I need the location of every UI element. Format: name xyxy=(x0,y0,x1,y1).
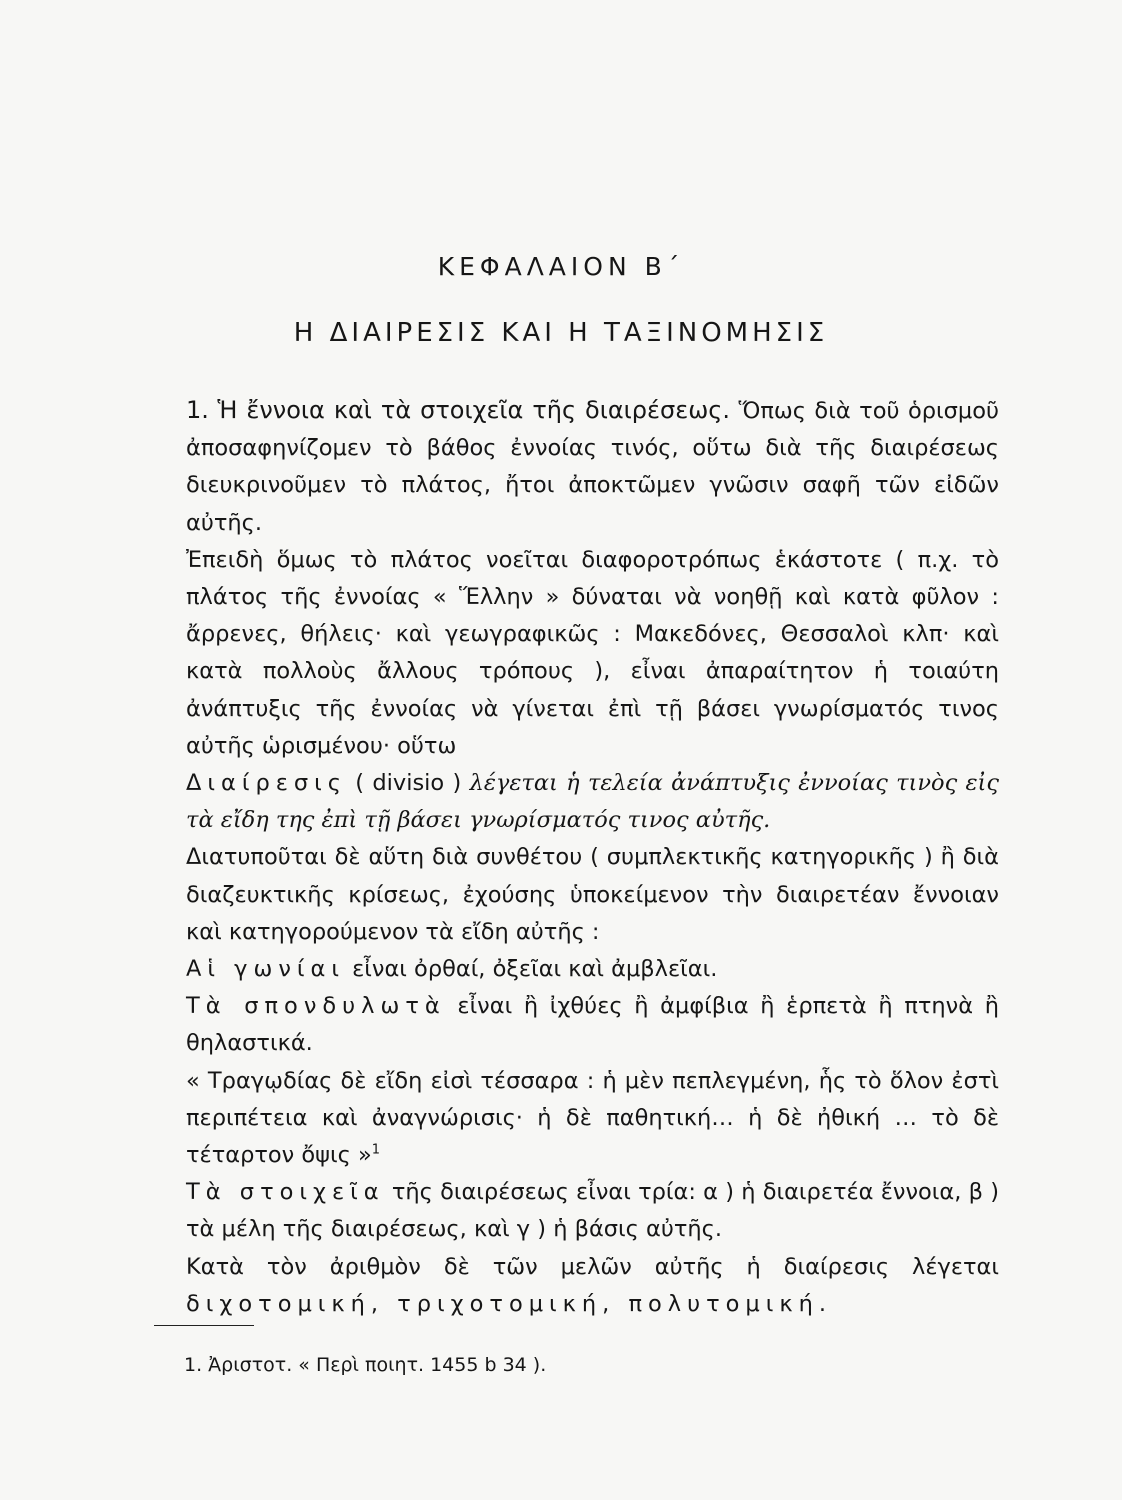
chapter-heading: ΚΕΦΑΛΑΙΟΝ Β΄ xyxy=(437,252,685,281)
definition-paragraph xyxy=(154,765,999,839)
example-1-text: εἶναι ὀρθαί, ὀξεῖαι καὶ ἀμβλεῖαι. xyxy=(352,956,718,983)
main-text xyxy=(154,392,999,1323)
last-terms: διχοτομική, τριχοτομική, πολυτομική. xyxy=(186,1290,833,1317)
definition-text: λέγεται ἡ τελεία ἀνάπτυξις ἐννοίας τινὸς εἰς τὰ εἴδη της ἐπὶ τῇ βάσει γνωρίσματός τινος αὐτῆς. xyxy=(186,770,999,834)
section-1-paragraph xyxy=(154,392,999,542)
elements-text: τῆς διαιρέσεως εἶναι τρία: α ) ἡ διαιρετέα ἔννοια, β ) τὰ μέλη τῆς διαιρέσεως, καὶ γ ) ἡ βάσις αὐτῆς. xyxy=(186,1179,1000,1243)
example-2-term: Τὰ σπονδυλωτὰ xyxy=(186,993,446,1020)
elements-term: Τὰ στοιχεῖα xyxy=(186,1179,385,1206)
section-intro: Ὅπως διὰ τοῦ ὁρισμοῦ ἀποσαφηνίζομεν τὸ βάθος ἐννοίας τινός, οὕτω διὰ τῆς διαιρέσεως διευκρινοῦμεν τὸ πλάτος, ἤτοι ἀποκτῶμεν γνῶσιν σαφῆ τῶν εἰδῶν αὐτῆς. xyxy=(186,398,999,536)
last-paragraph xyxy=(154,1249,999,1323)
quote-paragraph xyxy=(154,1063,999,1175)
footnote-divider xyxy=(154,1325,254,1326)
example-2-text: εἶναι ἢ ἰχθύες ἢ ἀμφίβια ἢ ἑρπετὰ ἢ πτηνὰ ἢ θηλαστικά. xyxy=(186,993,1000,1057)
definition-term: Διαίρεσις xyxy=(186,770,347,797)
footnote-marker: 1 xyxy=(371,1142,381,1158)
footnote: 1. Ἀριστοτ. « Περὶ ποιητ. 1455 b 34 ). xyxy=(184,1354,547,1376)
elements-paragraph xyxy=(154,1174,999,1248)
paragraph-2: Ἐπειδὴ ὅμως τὸ πλάτος νοεῖται διαφοροτρόπως ἑκάστοτε ( π.χ. τὸ πλάτος τῆς ἐννοίας « Ἕλλην » δύναται νὰ νοηθῇ καὶ κατὰ φῦλον : ἄρρενες, θήλεις· καὶ γεωγραφικῶς : Μακεδόνες, Θεσσαλοὶ κλπ· καὶ κατὰ πολλοὺς ἄλλους τρόπους ), εἶναι ἀπαραίτητον ἡ τοιαύτη ἀνάπτυξις τῆς ἐννοίας νὰ γίνεται ἐπὶ τῇ βάσει γνωρίσματός τινος αὐτῆς ὡρισμένου· οὕτω xyxy=(186,546,999,759)
example-1-term: Αἱ γωνίαι xyxy=(186,956,345,983)
last-text: Κατὰ τὸν ἀριθμὸν δὲ τῶν μελῶν αὐτῆς ἡ διαίρεσις λέγεται xyxy=(186,1253,999,1280)
quote-text: « Τραγῳδίας δὲ εἴδη εἰσὶ τέσσαρα : ἡ μὲν πεπλεγμένη, ἧς τὸ ὅλον ἐστὶ περιπέτεια καὶ ἀναγνώρισις· ἡ δὲ παθητική… ἡ δὲ ἠθική … τὸ δὲ τέταρτον ὄψις » xyxy=(186,1067,999,1169)
section-number: 1. xyxy=(186,396,209,424)
definition-latin: ( divisio ) xyxy=(355,770,462,797)
example-2 xyxy=(154,988,999,1062)
chapter-title: Η ΔΙΑΙΡΕΣΙΣ ΚΑΙ Η ΤΑΞΙΝΟΜΗΣΙΣ xyxy=(293,318,829,348)
section-heading: Ἡ ἔννοια καὶ τὰ στοιχεῖα τῆς διαιρέσεως. xyxy=(217,396,731,424)
example-1 xyxy=(154,951,999,988)
paragraph-4: Διατυποῦται δὲ αὕτη διὰ συνθέτου ( συμπλεκτικῆς κατηγορικῆς ) ἢ διὰ διαζευκτικῆς κρίσεως, ἐχούσης ὑποκείμενον τὴν διαιρετέαν ἔννοιαν καὶ κατηγορούμενον τὰ εἴδη αὐτῆς : xyxy=(186,844,999,945)
